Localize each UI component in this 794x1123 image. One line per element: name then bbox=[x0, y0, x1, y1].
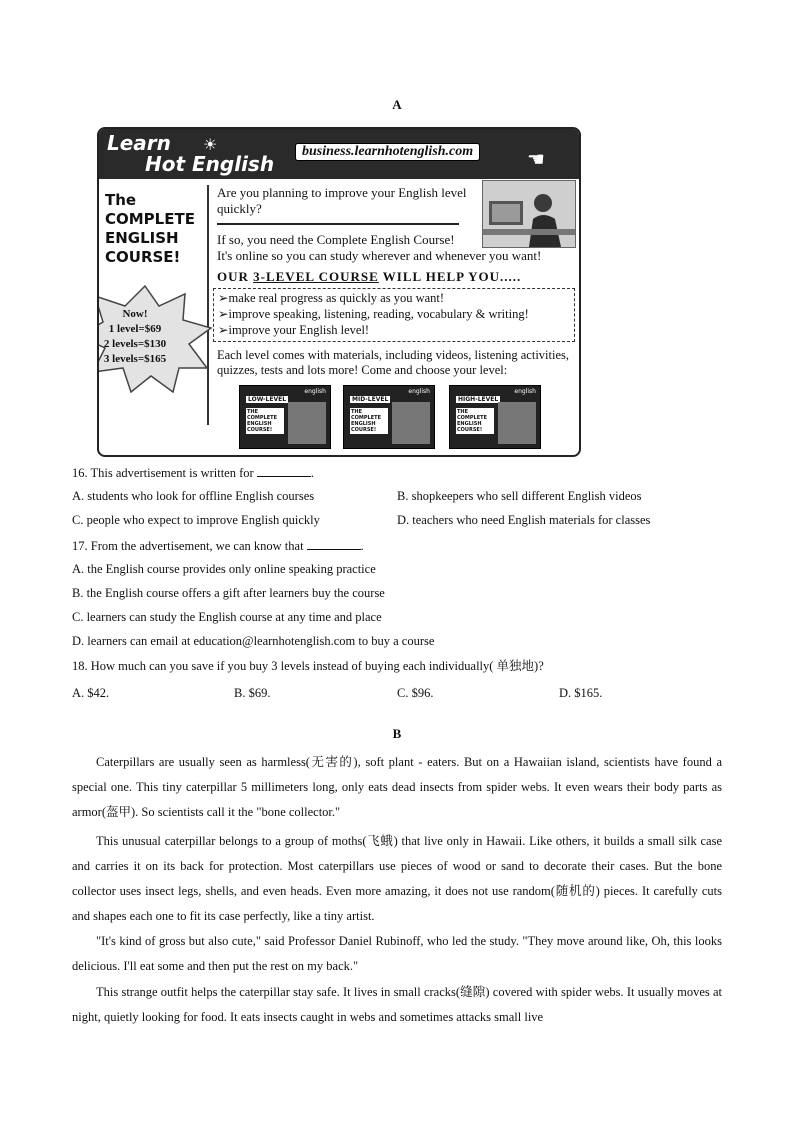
photo-image bbox=[483, 181, 575, 247]
option-17a[interactable]: A. the English course provides only online speaking practice bbox=[72, 562, 376, 576]
ad-intro-question: Are you planning to improve your English level quickly? bbox=[217, 185, 467, 216]
book-brand: english bbox=[408, 388, 430, 395]
option-16d[interactable]: D. teachers who need English materials for classes bbox=[397, 513, 651, 527]
benefit-item: ➢improve your English level! bbox=[218, 323, 370, 337]
price-now: Now! bbox=[122, 308, 148, 320]
book-title: THE COMPLETE ENGLISH COURSE! bbox=[350, 408, 388, 434]
question-stem: 17. From the advertisement, we can know that bbox=[72, 539, 304, 553]
answer-blank bbox=[307, 537, 361, 550]
benefit-text: improve your English level! bbox=[228, 323, 370, 337]
question-16 bbox=[72, 464, 314, 481]
book-level: MID-LEVEL bbox=[352, 396, 389, 403]
book-cover-image bbox=[498, 402, 536, 444]
ad-need-line: If so, you need the Complete English Course! bbox=[217, 232, 455, 247]
advertisement bbox=[97, 127, 581, 457]
question-18: 18. How much can you save if you buy 3 levels instead of buying each individually( 单独地)? bbox=[72, 659, 544, 673]
passage-paragraph-3: "It's kind of gross but also cute," said Professor Daniel Rubinoff, who led the study. "They move around like, Oh, this looks delicious. I'll eat some and then put the rest on my back." bbox=[72, 934, 722, 973]
brand-logo bbox=[107, 133, 274, 175]
pointing-hand-icon: ☚ bbox=[527, 149, 545, 171]
question-17 bbox=[72, 537, 364, 554]
option-17d[interactable]: D. learners can email at education@learnhotenglish.com to buy a course bbox=[72, 634, 435, 648]
book-cover-image bbox=[288, 402, 326, 444]
book-brand: english bbox=[304, 388, 326, 395]
book-brand: english bbox=[514, 388, 536, 395]
benefits-box bbox=[213, 288, 575, 342]
book-mid-level bbox=[343, 385, 435, 449]
passage-paragraph-4: This strange outfit helps the caterpillar stay safe. It lives in small cracks(缝隙) covered with spider webs. It usually moves at night, quietly looking for food. It eats insects caught in webs and sometimes attacks small live bbox=[72, 985, 722, 1024]
answer-blank bbox=[257, 464, 311, 477]
course-title bbox=[105, 191, 209, 267]
ad-online-line: It's online so you can study wherever and whenever you want! bbox=[217, 248, 542, 263]
question-end: . bbox=[360, 539, 364, 553]
course-help-underlined: 3-LEVEL COURSE bbox=[253, 269, 379, 284]
benefit-text: make real progress as quickly as you want! bbox=[228, 291, 445, 305]
ad-banner bbox=[99, 129, 579, 179]
price-starburst bbox=[97, 284, 215, 394]
book-level: HIGH-LEVEL bbox=[458, 396, 499, 403]
title-line: ENGLISH bbox=[105, 229, 179, 247]
book-title: THE COMPLETE ENGLISH COURSE! bbox=[246, 408, 284, 434]
student-photo bbox=[482, 180, 576, 248]
option-17c[interactable]: C. learners can study the English course at any time and place bbox=[72, 610, 382, 624]
option-18a[interactable]: A. $42. bbox=[72, 686, 110, 700]
book-high-level bbox=[449, 385, 541, 449]
section-b-title: B bbox=[392, 726, 402, 741]
price-item: 2 levels=$130 bbox=[103, 338, 167, 350]
course-help-post: WILL HELP YOU..... bbox=[378, 269, 522, 284]
book-title: THE COMPLETE ENGLISH COURSE! bbox=[456, 408, 494, 434]
price-item: 1 level=$69 bbox=[108, 323, 162, 335]
section-a-title: A bbox=[392, 97, 402, 112]
question-stem: 16. This advertisement is written for bbox=[72, 466, 254, 480]
book-low-level bbox=[239, 385, 331, 449]
ad-levels-text: Each level comes with materials, including videos, listening activities, quizzes, tests and lots more! Come and choose your level: bbox=[217, 348, 569, 377]
option-18c[interactable]: C. $96. bbox=[397, 686, 434, 700]
option-16c[interactable]: C. people who expect to improve English quickly bbox=[72, 513, 320, 527]
ad-course-help bbox=[217, 269, 521, 284]
benefit-item: ➢make real progress as quickly as you want! bbox=[218, 291, 445, 305]
title-line: COMPLETE bbox=[105, 210, 195, 228]
benefit-item: ➢improve speaking, listening, reading, vocabulary & writing! bbox=[218, 307, 529, 321]
ad-url: business.learnhotenglish.com bbox=[295, 143, 480, 161]
price-item: 3 levels=$165 bbox=[103, 353, 167, 365]
course-help-pre: OUR bbox=[217, 269, 254, 284]
question-end: . bbox=[310, 466, 314, 480]
brand-line-2: Hot English bbox=[145, 152, 275, 176]
book-cover-image bbox=[392, 402, 430, 444]
option-18b[interactable]: B. $69. bbox=[234, 686, 271, 700]
option-18d[interactable]: D. $165. bbox=[559, 686, 603, 700]
ad-underline bbox=[217, 223, 459, 225]
option-16b[interactable]: B. shopkeepers who sell different English videos bbox=[397, 489, 642, 503]
title-line: The bbox=[105, 191, 137, 209]
passage-paragraph-2: This unusual caterpillar belongs to a group of moths(飞蛾) that live only in Hawaii. Like others, it builds a small silk case and carries it on its back for protection. Most caterpillars use pieces of wood or sand to decorate their cases. But the bone collector uses insect legs, shells, and even heads. Even more amazing, it does not use random(随机的) pieces. It carefully cuts and shapes each one to fit its case perfectly, like a tiny artist. bbox=[72, 834, 722, 923]
book-level: LOW-LEVEL bbox=[248, 396, 287, 403]
brand-line-1: Learn bbox=[107, 131, 171, 155]
sun-icon: ☀ bbox=[203, 137, 218, 154]
option-16a[interactable]: A. students who look for offline English courses bbox=[72, 489, 315, 503]
title-line: COURSE! bbox=[105, 248, 181, 266]
option-17b[interactable]: B. the English course offers a gift after learners buy the course bbox=[72, 586, 385, 600]
passage-paragraph-1: Caterpillars are usually seen as harmless(无害的), soft plant - eaters. But on a Hawaiian island, scientists have found a special one. This tiny caterpillar 5 millimeters long, only eats dead insects from spider webs. It even wears their body parts as armor(盔甲). So scientists call it the "bone collector." bbox=[72, 755, 722, 819]
benefit-text: improve speaking, listening, reading, vocabulary & writing! bbox=[228, 307, 529, 321]
